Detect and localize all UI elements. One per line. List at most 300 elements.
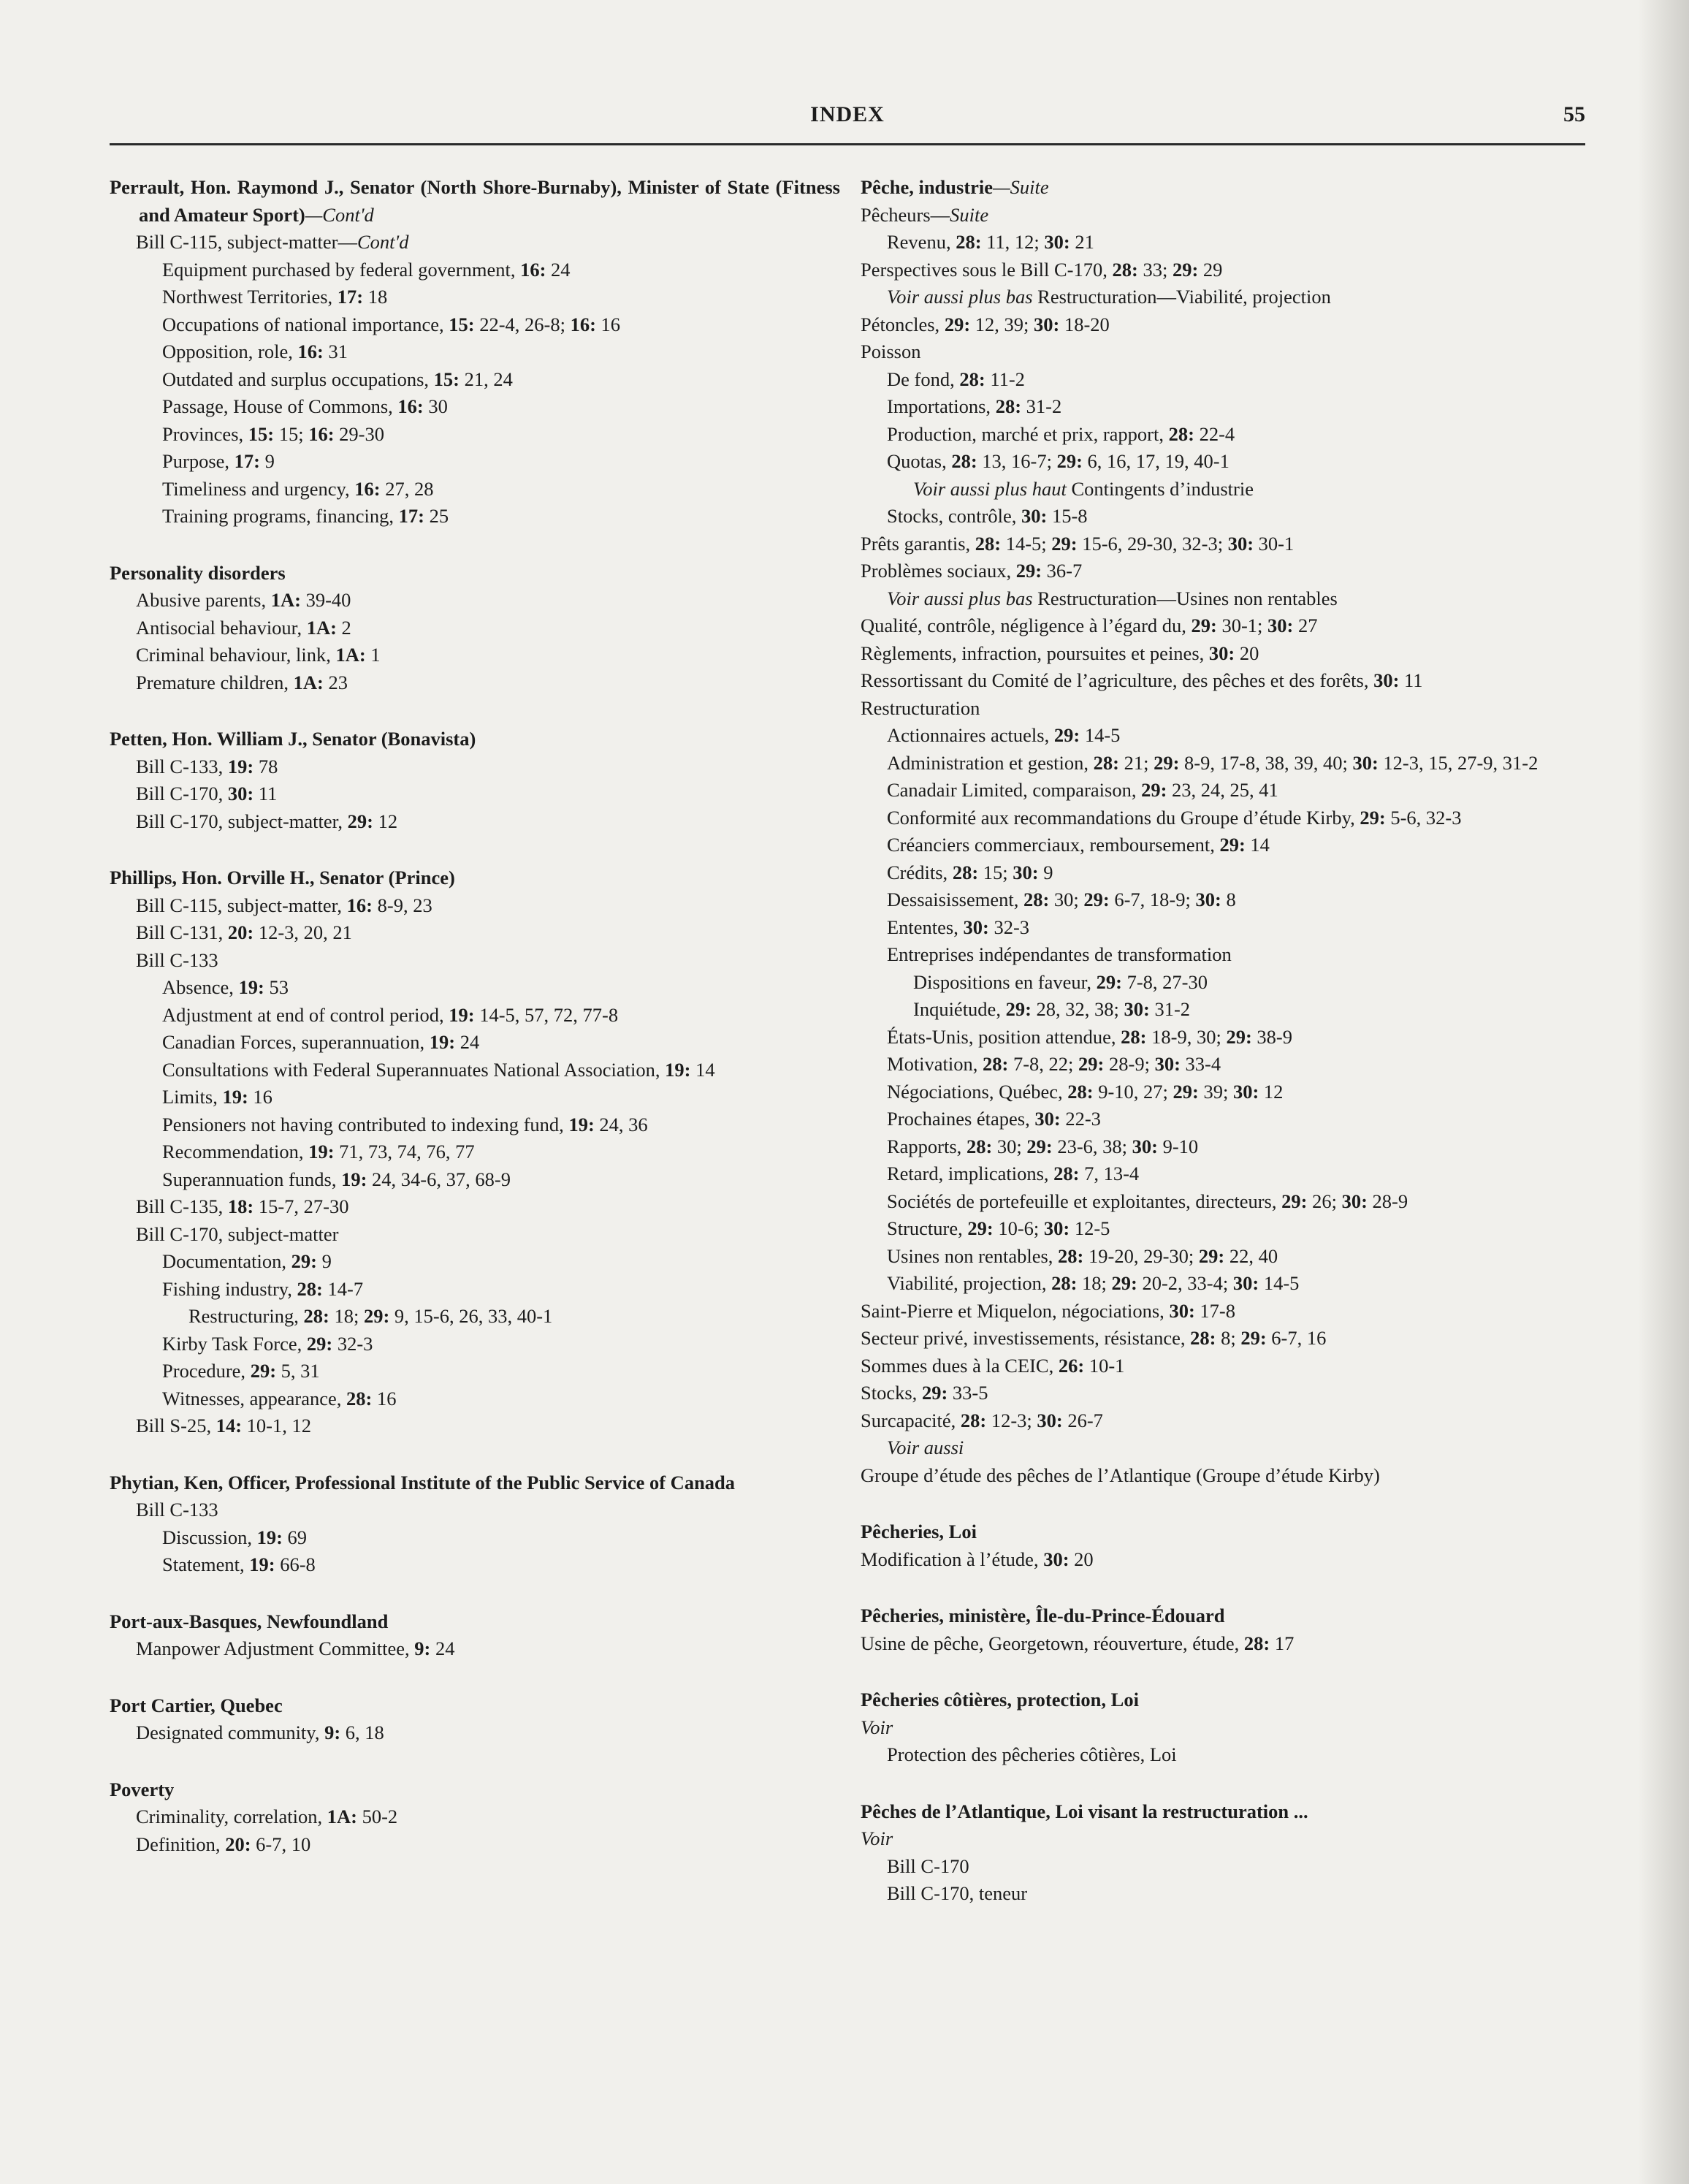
index-heading-text: Pêcheries, ministère, Île-du-Prince-Édouard xyxy=(861,1605,1225,1626)
subentry-text: 2 xyxy=(336,616,351,639)
subentry-text: 14-5, 57, 72, 77-8 xyxy=(474,1003,619,1026)
index-subentry xyxy=(110,1221,840,1249)
subentry-text: Bill C-133, xyxy=(136,755,228,777)
index-subentry xyxy=(110,1138,840,1166)
index-subentry xyxy=(110,1551,840,1579)
subentry-text: Definition, xyxy=(136,1833,226,1855)
issue-reference: 1A: xyxy=(335,644,366,666)
issue-reference: 29: xyxy=(1240,1327,1267,1349)
subentry-text: Rapports, xyxy=(887,1135,966,1157)
index-subentry xyxy=(861,695,1585,723)
issue-reference: 28: xyxy=(975,532,1002,555)
subentry-text: 27 xyxy=(1293,615,1318,636)
issue-reference: 19: xyxy=(341,1168,367,1190)
subentry-text: 31-2 xyxy=(1149,998,1191,1020)
index-subentry xyxy=(861,1106,1585,1133)
issue-reference: 30: xyxy=(1034,1108,1061,1130)
index-subentry xyxy=(861,859,1585,887)
index-subentry xyxy=(110,919,840,947)
issue-reference: 15: xyxy=(248,422,275,445)
index-heading xyxy=(110,864,840,892)
subentry-text: Stocks, contrôle, xyxy=(887,505,1021,527)
subentry-text: 28-9; xyxy=(1104,1053,1155,1075)
index-subentry xyxy=(110,669,840,697)
subentry-text: 5, 31 xyxy=(276,1360,320,1382)
subentry-text: 12-3; xyxy=(986,1409,1037,1431)
subentry-text: 16 xyxy=(248,1086,272,1108)
issue-reference: 29: xyxy=(291,1250,317,1272)
index-column-right xyxy=(861,174,1585,1937)
subentry-text: Saint-Pierre et Miquelon, négociations, xyxy=(861,1299,1170,1322)
issue-reference: 30: xyxy=(1169,1299,1195,1322)
index-heading xyxy=(110,1776,840,1804)
index-subentry xyxy=(110,476,840,503)
issue-reference: 30: xyxy=(1044,231,1070,253)
subentry-text: Règlements, infraction, poursuites et peines, xyxy=(861,642,1209,664)
index-subentry xyxy=(110,393,840,421)
subentry-text: Restructuration—Usines non rentables xyxy=(1032,587,1338,609)
subentry-text: 6, 18 xyxy=(340,1721,384,1743)
index-heading xyxy=(110,1692,840,1720)
subentry-text: Canadian Forces, superannuation, xyxy=(162,1031,430,1053)
issue-reference: 28: xyxy=(1067,1080,1094,1103)
subentry-text: De fond, xyxy=(887,368,960,390)
page-number: 55 xyxy=(1563,102,1585,126)
subentry-text: 9 xyxy=(1038,861,1053,883)
index-subentry xyxy=(110,1803,840,1831)
subentry-text: Passage, House of Commons, xyxy=(162,395,398,417)
issue-reference: 30: xyxy=(1195,889,1221,910)
index-subentry xyxy=(110,1358,840,1385)
subentry-text: 9 xyxy=(316,1250,332,1272)
issue-reference: 28: xyxy=(346,1387,373,1409)
index-subentry xyxy=(861,1407,1585,1435)
subentry-text: 53 xyxy=(264,976,289,998)
index-subentry xyxy=(110,1276,840,1304)
issue-reference: 20: xyxy=(227,921,254,943)
subentry-text: Usine de pêche, Georgetown, réouverture, étude, xyxy=(861,1632,1244,1654)
index-subentry xyxy=(861,338,1585,366)
index-subentry xyxy=(861,1160,1585,1188)
index-subentry xyxy=(861,366,1585,394)
index-entry xyxy=(110,1776,840,1859)
subentry-text: Restructuring, xyxy=(188,1305,304,1327)
subentry-text: Problèmes sociaux, xyxy=(861,560,1016,582)
index-subentry xyxy=(110,1029,840,1057)
index-heading xyxy=(110,560,840,587)
subentry-text: 6-7, 16 xyxy=(1266,1327,1327,1349)
index-subentry xyxy=(861,996,1585,1024)
subentry-text: Canadair Limited, comparaison, xyxy=(887,779,1142,801)
issue-reference: 30: xyxy=(1154,1053,1181,1075)
index-subentry xyxy=(861,256,1585,284)
subentry-text: 33; xyxy=(1137,258,1173,281)
index-subentry xyxy=(861,1188,1585,1216)
index-heading-text: Petten, Hon. William J., Senator (Bonavista) xyxy=(110,728,476,750)
subentry-text: Bill C-115, subject-matter, xyxy=(136,894,347,916)
index-subentry xyxy=(861,1462,1585,1490)
index-subentry xyxy=(861,1853,1585,1881)
index-subentry xyxy=(861,832,1585,859)
subentry-text: 22-3 xyxy=(1060,1108,1101,1130)
index-subentry xyxy=(861,1270,1585,1298)
subentry-text: Voir aussi xyxy=(887,1437,964,1458)
index-subentry xyxy=(861,393,1585,421)
issue-reference: 29: xyxy=(967,1217,994,1239)
index-heading-text: Personality disorders xyxy=(110,561,286,584)
subentry-text: 66-8 xyxy=(275,1553,316,1575)
subentry-text: Bill C-135, xyxy=(136,1195,228,1217)
subentry-text: Bill C-115, subject-matter— xyxy=(136,231,357,253)
index-subentry xyxy=(861,1741,1585,1769)
subentry-text: 13, 16-7; xyxy=(977,450,1057,472)
index-heading xyxy=(110,174,840,229)
index-subentry xyxy=(861,1243,1585,1271)
index-heading-text: Phytian, Ken, Officer, Professional Institute of the Public Service of Canada xyxy=(110,1471,736,1494)
page-title: INDEX xyxy=(810,102,885,126)
index-subentry xyxy=(861,476,1585,503)
index-subentry xyxy=(861,640,1585,668)
subentry-text: Créanciers commerciaux, remboursement, xyxy=(887,834,1220,856)
issue-reference: 29: xyxy=(1360,806,1386,829)
issue-reference: 28: xyxy=(1168,422,1194,445)
subentry-text: 24, 34-6, 37, 68-9 xyxy=(367,1168,511,1190)
subentry-text: 15-6, 29-30, 32-3; xyxy=(1077,532,1228,555)
subentry-text: 14-5 xyxy=(1259,1272,1300,1294)
subentry-text: 7-8, 22; xyxy=(1008,1053,1079,1075)
issue-reference: 19: xyxy=(665,1058,691,1081)
index-heading-text: Port Cartier, Quebec xyxy=(110,1694,283,1716)
subentry-text: 12, 39; xyxy=(970,313,1034,335)
subentry-text: Witnesses, appearance, xyxy=(162,1387,347,1409)
header-rule xyxy=(110,143,1585,145)
index-subentry xyxy=(861,804,1585,832)
subentry-text: États-Unis, position attendue, xyxy=(887,1025,1121,1048)
subentry-text: 9 xyxy=(259,450,275,472)
index-subentry xyxy=(861,229,1585,256)
issue-reference: 29: xyxy=(1219,834,1246,856)
issue-reference: 28: xyxy=(1112,258,1138,281)
index-subentry xyxy=(861,448,1585,476)
subentry-text: 30-1 xyxy=(1254,532,1295,555)
index-subentry xyxy=(110,753,840,781)
subentry-text: Pêcheurs— xyxy=(861,203,950,226)
subentry-text: Motivation, xyxy=(887,1053,983,1075)
index-subentry xyxy=(861,1215,1585,1243)
subentry-text: 22-4 xyxy=(1194,422,1235,445)
subentry-text: Prochaines étapes, xyxy=(887,1108,1035,1130)
subentry-text: Modification à l’étude, xyxy=(861,1548,1044,1570)
issue-reference: 29: xyxy=(944,313,971,335)
subentry-text: Inquiétude, xyxy=(913,998,1006,1020)
subentry-text: Administration et gestion, xyxy=(887,751,1094,774)
subentry-text: Perspectives sous le Bill C-170, xyxy=(861,258,1113,281)
index-subentry xyxy=(110,421,840,449)
subentry-text: 15; xyxy=(274,422,309,445)
issue-reference: 30: xyxy=(1037,1409,1063,1431)
subentry-text: Bill C-170, subject-matter xyxy=(136,1222,339,1245)
index-subentry xyxy=(861,421,1585,449)
issue-reference: 30: xyxy=(1132,1135,1158,1157)
issue-reference: 28: xyxy=(297,1277,323,1300)
subentry-text: 20 xyxy=(1235,642,1259,664)
issue-reference: 29: xyxy=(1226,1025,1252,1048)
issue-reference: 28: xyxy=(959,368,985,390)
index-subentry xyxy=(861,777,1585,804)
subentry-text: 23, 24, 25, 41 xyxy=(1167,779,1278,801)
index-subentry xyxy=(861,1546,1585,1574)
issue-reference: 29: xyxy=(921,1382,948,1404)
subentry-text: 21 xyxy=(1070,231,1094,253)
subentry-text: 38-9 xyxy=(1251,1025,1292,1048)
subentry-text: 30 xyxy=(423,395,448,417)
index-entry xyxy=(110,560,840,697)
subentry-text: Groupe d’étude des pêches de l’Atlantique (Groupe d’étude Kirby) xyxy=(861,1464,1380,1486)
subentry-text: 6, 16, 17, 19, 40-1 xyxy=(1082,450,1229,472)
subentry-text: Ententes, xyxy=(887,916,964,938)
index-heading-text: Port-aux-Basques, Newfoundland xyxy=(110,1610,389,1632)
issue-reference: 20: xyxy=(225,1833,251,1855)
subentry-text: 33-5 xyxy=(948,1382,988,1404)
index-subentry xyxy=(110,780,840,808)
issue-reference: 29: xyxy=(1191,615,1217,636)
issue-reference: 30: xyxy=(1043,1217,1070,1239)
subentry-text: Documentation, xyxy=(162,1250,291,1272)
subentry-text: 28, 32, 38; xyxy=(1031,998,1124,1020)
issue-reference: 29: xyxy=(347,810,373,832)
issue-reference: 19: xyxy=(238,976,264,998)
index-subentry xyxy=(110,615,840,642)
subentry-text: 24, 36 xyxy=(594,1113,648,1135)
subentry-text: Limits, xyxy=(162,1086,223,1108)
subentry-text: Revenu, xyxy=(887,231,956,253)
subentry-text: Poisson xyxy=(861,340,921,362)
subentry-text: Equipment purchased by federal government, xyxy=(162,258,521,281)
subentry-text: 5-6, 32-3 xyxy=(1385,806,1462,829)
subentry-text: Suite xyxy=(950,203,989,226)
index-subentry xyxy=(110,1831,840,1859)
index-subentry xyxy=(861,1825,1585,1853)
index-heading xyxy=(861,1798,1585,1826)
issue-reference: 28: xyxy=(303,1305,329,1327)
index-subentry xyxy=(110,1002,840,1030)
subentry-text: 24 xyxy=(430,1637,455,1659)
issue-reference: 29: xyxy=(1078,1053,1105,1075)
index-subentry xyxy=(861,1078,1585,1106)
subentry-text: Bill C-133 xyxy=(136,948,218,971)
subentry-text: 15-8 xyxy=(1047,505,1088,527)
subentry-text: 19-20, 29-30; xyxy=(1083,1244,1199,1267)
index-subentry xyxy=(861,722,1585,750)
subentry-text: 24 xyxy=(546,258,571,281)
issue-reference: 30: xyxy=(1124,998,1150,1020)
subentry-text: 14 xyxy=(1245,834,1270,856)
issue-reference: 30: xyxy=(1232,1080,1259,1103)
index-subentry xyxy=(861,202,1585,229)
issue-reference: 28: xyxy=(1190,1327,1216,1349)
issue-reference: 19: xyxy=(429,1031,456,1053)
subentry-text: 18 xyxy=(363,286,388,308)
issue-reference: 28: xyxy=(1051,1272,1078,1294)
subentry-text: Timeliness and urgency, xyxy=(162,477,355,500)
issue-reference: 1A: xyxy=(293,671,324,693)
issue-reference: 30: xyxy=(1043,1548,1070,1570)
subentry-text: 50-2 xyxy=(357,1806,398,1827)
index-heading-text: Pêches de l’Atlantique, Loi visant la restructuration ... xyxy=(861,1800,1308,1822)
subentry-text: Procedure, xyxy=(162,1360,251,1382)
subentry-text: 8-9, 23 xyxy=(373,894,432,916)
index-subentry xyxy=(110,947,840,975)
index-subentry xyxy=(861,750,1585,777)
index-subentry xyxy=(861,1024,1585,1051)
issue-reference: 16: xyxy=(354,477,381,500)
index-subentry xyxy=(861,941,1585,969)
subentry-text: 78 xyxy=(253,755,278,777)
issue-reference: 15: xyxy=(433,368,460,390)
subentry-text: 29-30 xyxy=(334,422,384,445)
subentry-text: Contingents d’industrie xyxy=(1066,477,1254,500)
index-heading xyxy=(861,1518,1585,1546)
subentry-text: Recommendation, xyxy=(162,1141,309,1163)
index-column-left xyxy=(110,174,840,1887)
issue-reference: 1A: xyxy=(327,1806,357,1827)
index-subentry xyxy=(110,587,840,615)
subentry-text: Northwest Territories, xyxy=(162,286,338,308)
subentry-text: 17 xyxy=(1270,1632,1295,1654)
subentry-text: Training programs, financing, xyxy=(162,505,399,527)
subentry-text: Cont'd xyxy=(357,231,409,253)
index-subentry xyxy=(861,1298,1585,1325)
issue-reference: 30: xyxy=(963,916,989,938)
index-subentry xyxy=(110,366,840,394)
issue-reference: 28: xyxy=(983,1053,1009,1075)
index-subentry xyxy=(110,1635,840,1663)
index-entry xyxy=(110,174,840,530)
issue-reference: 19: xyxy=(227,755,254,777)
subentry-text: 29 xyxy=(1198,258,1223,281)
subentry-text: 26-7 xyxy=(1062,1409,1103,1431)
subentry-text: 9-10, 27; xyxy=(1093,1080,1173,1103)
issue-reference: 29: xyxy=(1172,258,1199,281)
issue-reference: 29: xyxy=(1173,1080,1199,1103)
index-subentry xyxy=(861,284,1585,311)
subentry-text: Pétoncles, xyxy=(861,313,945,335)
subentry-text: 18-20 xyxy=(1059,313,1110,335)
issue-reference: 29: xyxy=(1198,1244,1225,1267)
index-heading-text: Pêcheries, Loi xyxy=(861,1521,977,1542)
issue-reference: 28: xyxy=(1053,1163,1080,1184)
subentry-text: 8 xyxy=(1221,889,1236,910)
index-subentry xyxy=(110,1193,840,1221)
subentry-text: Discussion, xyxy=(162,1526,257,1548)
subentry-text: 21, 24 xyxy=(460,368,513,390)
index-subentry xyxy=(861,1051,1585,1078)
index-subentry xyxy=(861,886,1585,914)
subentry-text: 27, 28 xyxy=(380,477,434,500)
subentry-text: 12-5 xyxy=(1070,1217,1110,1239)
subentry-text: Occupations of national importance, xyxy=(162,313,449,335)
issue-reference: 19: xyxy=(249,1553,275,1575)
issue-reference: 29: xyxy=(1005,998,1032,1020)
index-entry xyxy=(861,174,1585,1489)
subentry-text: 39; xyxy=(1198,1080,1233,1103)
issue-reference: 16: xyxy=(397,395,424,417)
subentry-text: Crédits, xyxy=(887,861,953,883)
subentry-text: 39-40 xyxy=(300,589,351,611)
subentry-text: Voir xyxy=(861,1827,893,1849)
issue-reference: 30: xyxy=(1021,505,1048,527)
subentry-text: 20-2, 33-4; xyxy=(1137,1272,1233,1294)
subentry-text: 6-7, 18-9; xyxy=(1109,889,1196,910)
subentry-text: Usines non rentables, xyxy=(887,1244,1059,1267)
subentry-text: Superannuation funds, xyxy=(162,1168,342,1190)
subentry-text: 12-3, 20, 21 xyxy=(253,921,352,943)
issue-reference: 29: xyxy=(1056,450,1083,472)
subentry-text: 30; xyxy=(992,1135,1027,1157)
subentry-text: Sommes dues à la CEIC, xyxy=(861,1354,1059,1377)
subentry-text: Sociétés de portefeuille et exploitantes, directeurs, xyxy=(887,1190,1282,1212)
issue-reference: 28: xyxy=(966,1135,993,1157)
index-subentry xyxy=(110,284,840,311)
subentry-text: Restructuration—Viabilité, projection xyxy=(1032,286,1331,308)
subentry-text: 32-3 xyxy=(332,1332,373,1355)
subentry-text: Entreprises indépendantes de transformation xyxy=(887,943,1232,965)
issue-reference: 17: xyxy=(398,505,424,527)
subentry-text: Bill C-170 xyxy=(887,1854,969,1877)
index-heading-text: Phillips, Hon. Orville H., Senator (Prince) xyxy=(110,867,455,889)
subentry-text: Qualité, contrôle, négligence à l’égard du, xyxy=(861,615,1192,636)
subentry-text: 14 xyxy=(690,1058,715,1081)
subentry-text: Statement, xyxy=(162,1553,250,1575)
issue-reference: 16: xyxy=(520,258,546,281)
subentry-text: Voir aussi plus haut xyxy=(913,477,1067,500)
subentry-text: 31-2 xyxy=(1021,395,1062,417)
subentry-text: 18; xyxy=(1077,1272,1112,1294)
index-subentry xyxy=(110,1385,840,1413)
issue-reference: 16: xyxy=(297,340,324,362)
subentry-text: 9, 15-6, 26, 33, 40-1 xyxy=(389,1305,553,1327)
index-subentry xyxy=(110,1166,840,1194)
subentry-text: Voir xyxy=(861,1716,893,1738)
subentry-text: Manpower Adjustment Committee, xyxy=(136,1637,415,1659)
subentry-text: Purpose, xyxy=(162,450,235,472)
issue-reference: 28: xyxy=(1093,751,1119,774)
index-heading-text: Pêche, industrie xyxy=(861,176,994,198)
index-entry xyxy=(861,1686,1585,1769)
subentry-text: Secteur privé, investissements, résistance, xyxy=(861,1327,1191,1349)
subentry-text: Structure, xyxy=(887,1217,968,1239)
index-subentry xyxy=(861,530,1585,558)
subentry-text: Criminal behaviour, link, xyxy=(136,644,336,666)
issue-reference: 29: xyxy=(363,1305,390,1327)
subentry-text: 15-7, 27-30 xyxy=(253,1195,349,1217)
index-entry xyxy=(110,1608,840,1663)
index-subentry xyxy=(110,1524,840,1552)
page-edge-shadow xyxy=(1638,0,1689,2184)
issue-reference: 29: xyxy=(1053,724,1080,746)
subentry-text: 20 xyxy=(1069,1548,1094,1570)
subentry-text: 11, 12; xyxy=(981,231,1045,253)
subentry-text: 22, 40 xyxy=(1224,1244,1278,1267)
index-subentry xyxy=(110,1719,840,1747)
issue-reference: 1A: xyxy=(270,589,301,611)
subentry-text: Bill C-131, xyxy=(136,921,228,943)
index-heading-continued: —Suite xyxy=(993,176,1049,198)
issue-reference: 19: xyxy=(568,1113,595,1135)
subentry-text: 24 xyxy=(455,1031,480,1053)
index-subentry xyxy=(110,503,840,530)
subentry-text: Criminality, correlation, xyxy=(136,1806,327,1827)
